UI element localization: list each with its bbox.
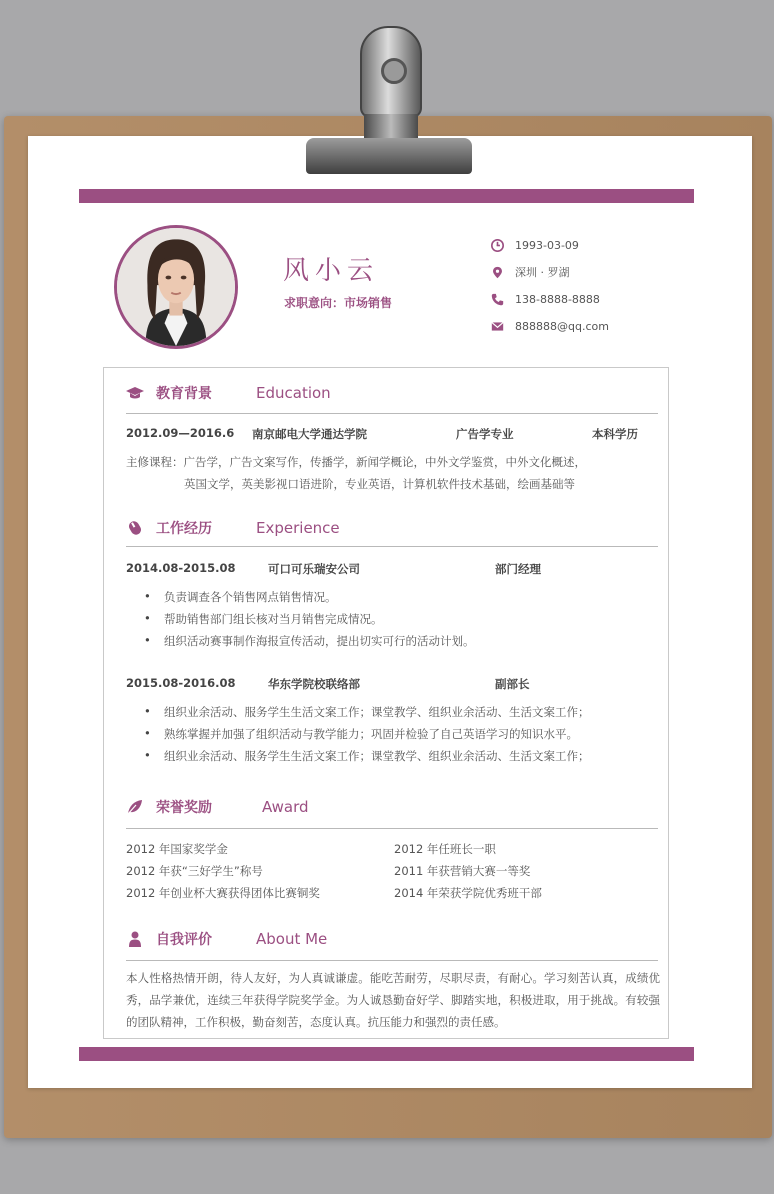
contact-phone: 138-8888-8888: [490, 291, 600, 307]
person-icon: [126, 930, 146, 948]
candidate-name: 风小云: [283, 256, 380, 286]
job-1-item-1: • 负责调查各个销售网点销售情况。: [146, 589, 337, 605]
job-1-org: 可口可乐瑞安公司: [268, 562, 360, 576]
award-right-3: 2014 年荣获学院优秀班干部: [394, 886, 542, 900]
contact-location: 深圳 · 罗湖: [490, 264, 570, 280]
mouse-icon: [126, 519, 146, 537]
phone-icon: [490, 292, 504, 306]
award-left-1: 2012 年国家奖学金: [126, 842, 228, 856]
top-accent-bar: [79, 189, 694, 203]
job-2-role: 副部长: [495, 677, 530, 691]
job-1-item-3: • 组织活动赛事制作海报宣传活动，提出切实可行的活动计划。: [146, 633, 475, 649]
location-pin-icon: [490, 265, 504, 279]
bottom-accent-bar: [79, 1047, 694, 1061]
mail-icon: [490, 319, 504, 333]
award-left-2: 2012 年获“三好学生”称号: [126, 864, 263, 878]
job-2-org: 华东学院校联络部: [268, 677, 360, 691]
experience-divider: [126, 546, 658, 547]
job-2-item-3: • 组织业余活动、服务学生生活文案工作；课堂教学、组织业余活动、生活文案工作；: [146, 748, 590, 764]
education-school: 南京邮电大学通达学院: [252, 427, 367, 441]
section-award-header: 荣誉奖励 Award: [126, 797, 658, 817]
leaf-icon: [126, 798, 146, 816]
about-divider: [126, 960, 658, 961]
job-1-item-2: • 帮助销售部门组长核对当月销售完成情况。: [146, 611, 383, 627]
binder-clip: [300, 26, 478, 176]
job-1-period: 2014.08-2015.08: [126, 561, 236, 575]
portrait-illustration: [117, 228, 235, 346]
job-1-role: 部门经理: [495, 562, 541, 576]
calendar-clock-icon: [490, 238, 504, 252]
contact-birth: 1993-03-09: [490, 237, 579, 253]
section-experience-header: 工作经历 Experience: [126, 518, 658, 538]
section-about-header: 自我评价 About Me: [126, 929, 658, 949]
education-courses-line2: 英国文学，英美影视口语进阶，专业英语，计算机软件技术基础，绘画基础等: [184, 477, 575, 491]
contact-email: 888888@qq.com: [490, 318, 609, 334]
award-left-3: 2012 年创业杯大赛获得团体比赛铜奖: [126, 886, 320, 900]
about-text: 本人性格热情开朗，待人友好，为人真诚谦虚。能吃苦耐劳，尽职尽责，有耐心。学习刻苦认真，成绩优秀，品学兼优，连续三年获得学院奖学金。为人诚恳勤奋好学、脚踏实地，积极进取，用于挑战。有较强的团队精神，工作积极，勤奋刻苦，态度认真。抗压能力和强烈的责任感。: [126, 971, 660, 1029]
job-2-item-2: • 熟练掌握并加强了组织活动与教学能力；巩固并检验了自己英语学习的知识水平。: [146, 726, 578, 742]
section-education-header: 教育背景 Education: [126, 383, 658, 403]
job-2-period: 2015.08-2016.08: [126, 676, 236, 690]
award-right-1: 2012 年任班长一职: [394, 842, 496, 856]
education-degree: 本科学历: [592, 427, 638, 441]
education-courses-line1: 主修课程：广告学，广告文案写作，传播学，新闻学概论，中外文学鉴赏，中外文化概述，: [126, 455, 586, 469]
job-2-item-1: • 组织业余活动、服务学生生活文案工作；课堂教学、组织业余活动、生活文案工作；: [146, 704, 590, 720]
avatar: [114, 225, 238, 349]
education-major: 广告学专业: [456, 427, 514, 441]
education-period: 2012.09—2016.6: [126, 426, 235, 440]
award-divider: [126, 828, 658, 829]
job-intent: 求职意向：市场销售: [284, 296, 393, 310]
graduation-cap-icon: [126, 384, 146, 402]
award-right-2: 2011 年获营销大赛一等奖: [394, 864, 531, 878]
education-divider: [126, 413, 658, 414]
